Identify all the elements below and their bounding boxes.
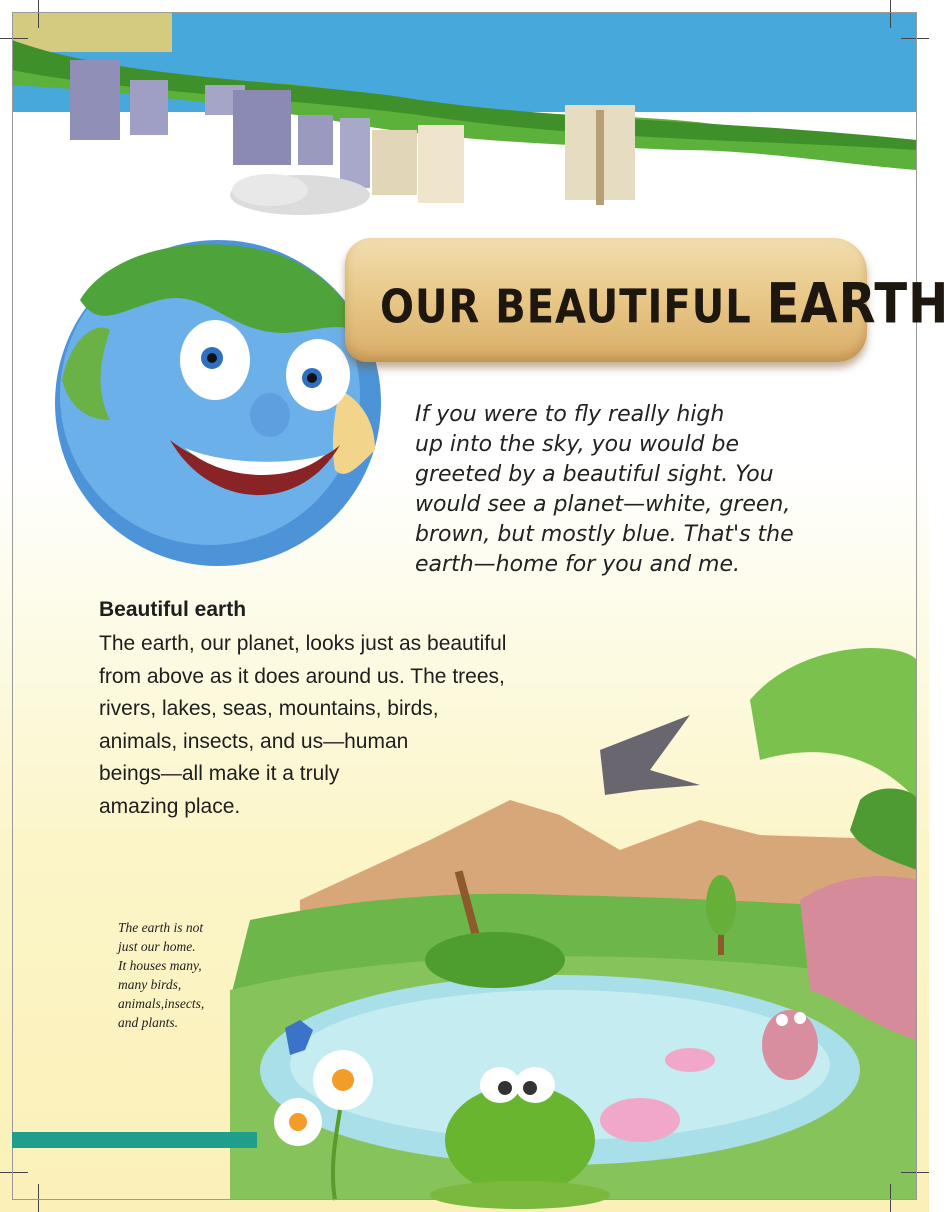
intro-line: If you were to fly really high	[415, 402, 725, 427]
teal-footer-band	[12, 1132, 257, 1148]
smiling-earth-illustration	[55, 240, 381, 566]
section-heading: Beautiful earth	[99, 598, 247, 621]
intro-paragraph	[415, 400, 835, 580]
section-body	[99, 628, 569, 823]
upside-down-city-illustration	[12, 12, 917, 215]
body-line: beings—all make it a truly	[99, 762, 340, 785]
title-part-2: EARTH	[766, 272, 949, 337]
image-caption	[118, 918, 238, 1032]
body-line: The earth, our planet, looks just as beautiful	[99, 632, 507, 655]
body-line: amazing place.	[99, 794, 241, 818]
caption-line: many birds,	[118, 977, 182, 992]
body-line: from above as it does around us. The trees,	[99, 664, 505, 688]
caption-line: and plants.	[118, 1015, 179, 1030]
body-line: rivers, lakes, seas, mountains, birds,	[99, 697, 439, 720]
intro-line: earth—home for you and me.	[415, 552, 740, 577]
intro-line: greeted by a beautiful sight. You	[415, 462, 774, 487]
caption-line: animals,insects,	[118, 996, 205, 1011]
body-line: animals, insects, and us—human	[99, 729, 409, 753]
caption-line: The earth is not	[118, 920, 204, 935]
page-title	[380, 272, 949, 337]
title-part-1: OUR BEAUTIFUL	[380, 281, 767, 335]
intro-line: would see a planet—white, green,	[415, 492, 791, 517]
intro-line: brown, but mostly blue. That's the	[415, 522, 794, 547]
caption-line: It houses many,	[118, 958, 202, 973]
intro-line: up into the sky, you would be	[415, 432, 740, 457]
caption-line: just our home.	[118, 939, 196, 954]
